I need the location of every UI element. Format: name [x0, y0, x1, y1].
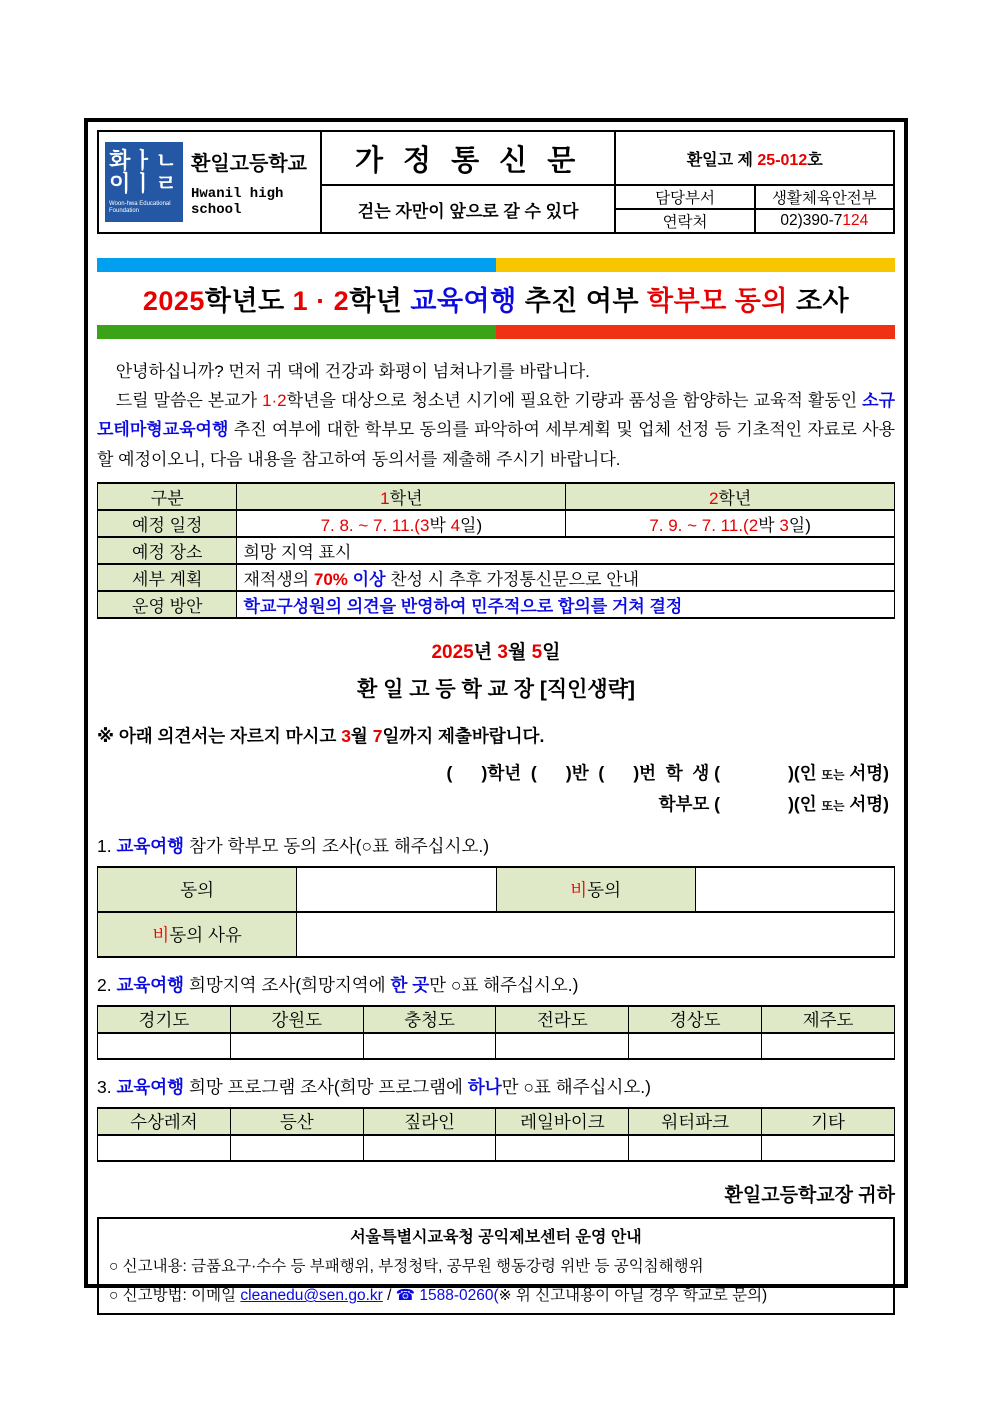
region-answer-cell: [98, 1033, 231, 1059]
operation-label: 운영 방안: [98, 591, 237, 618]
school-motto: 걷는 자만이 앞으로 갈 수 있다: [321, 185, 616, 233]
schedule-grade1: 7. 8. ~ 7. 11.(3박 4일): [237, 510, 566, 537]
trip-info-table: [97, 482, 895, 619]
info-col-header: 구분: [98, 483, 237, 510]
info-grade1-header: 1학년: [237, 483, 566, 510]
contact-value: 02)390-7124: [755, 209, 894, 233]
bar-segment-red: [496, 325, 895, 339]
logo-glyph-line1: 화ㅏㄴ: [109, 147, 179, 173]
program-answer-cell: [629, 1135, 762, 1161]
title-banner: [97, 258, 895, 339]
letterhead-table: [97, 130, 895, 234]
school-logo-icon: [105, 142, 183, 222]
section2-title: 2. 교육여행 희망지역 조사(희망지역에 한 곳만 ○표 해주십시오.): [97, 975, 579, 996]
email-link[interactable]: cleanedu@sen.go.kr: [240, 1287, 383, 1305]
region-table: [97, 1005, 895, 1060]
parent-signature-line: 학부모 ( )(인 또는 서명): [658, 793, 889, 814]
issue-date: 2025년 3월 5일: [431, 641, 561, 663]
region-jeolla: 전라도: [496, 1006, 629, 1033]
program-waterpark: 워터파크: [629, 1108, 762, 1135]
banner-bottom-bar: [97, 325, 895, 339]
signature-block: [97, 758, 895, 819]
program-answer-cell: [98, 1135, 231, 1161]
document-page: [84, 118, 908, 1305]
region-answer-cell: [762, 1033, 895, 1059]
addressee-line: 환일고등학교장 귀하: [724, 1185, 895, 1207]
place-value: 희망 지역 표시: [237, 537, 895, 564]
logo-glyph-line2: 이ㅣㄹ: [109, 170, 179, 196]
contact-label: 연락처: [615, 209, 754, 233]
disagree-reason-cell: [297, 912, 895, 957]
agree-label: 동의: [98, 867, 297, 912]
program-header-row: [98, 1108, 895, 1135]
banner-title: 2025학년도 1 · 2학년 교육여행 추진 여부 학부모 동의 조사: [142, 286, 850, 316]
program-zipline: 짚라인: [363, 1108, 496, 1135]
program-water-leisure: 수상레저: [98, 1108, 231, 1135]
banner-top-bar: [97, 258, 895, 272]
whistleblower-notice-box: [97, 1217, 895, 1315]
region-answer-cell: [363, 1033, 496, 1059]
school-name-english: Hwanil high school: [191, 185, 284, 218]
bar-segment-blue: [97, 258, 496, 272]
newsletter-title: 가 정 통 신 문: [321, 131, 616, 185]
program-answer-cell: [363, 1135, 496, 1161]
info-grade2-header: 2학년: [566, 483, 895, 510]
region-gyeonggi: 경기도: [98, 1006, 231, 1033]
operation-value: 학교구성원의 의견을 반영하여 민주적으로 합의를 거쳐 결정: [237, 591, 895, 618]
disagree-answer-cell: [695, 867, 894, 912]
notice-title: 서울특별시교육청 공익제보센터 운영 안내: [350, 1229, 642, 1247]
schedule-label: 예정 일정: [98, 510, 237, 537]
program-answer-cell: [762, 1135, 895, 1161]
region-chungcheong: 충청도: [363, 1006, 496, 1033]
logo-foundation-text: Woon-hwa Educational Foundation: [109, 200, 171, 215]
consent-table: [97, 866, 895, 958]
section3-title: 3. 교육여행 희망 프로그램 조사(희망 프로그램에 하나만 ○표 해주십시오.): [97, 1077, 651, 1098]
program-answer-cell: [230, 1135, 363, 1161]
region-gangwon: 강원도: [230, 1006, 363, 1033]
detail-value: 재적생의 70% 이상 찬성 시 추후 가정통신문으로 안내: [237, 564, 895, 591]
dept-value: 생활체육안전부: [755, 185, 894, 209]
section1-title: 1. 교육여행 참가 학부모 동의 조사(○표 해주십시오.): [97, 836, 490, 857]
letterhead-logo-cell: [98, 131, 321, 233]
place-label: 예정 장소: [98, 537, 237, 564]
schedule-grade2: 7. 9. ~ 7. 11.(2박 3일): [566, 510, 895, 537]
submission-note: ※ 아래 의견서는 자르지 마시고 3월 7일까지 제출바랍니다.: [97, 725, 545, 746]
dept-label: 담당부서: [615, 185, 754, 209]
region-header-row: [98, 1006, 895, 1033]
school-name-korean: 환일고등학교: [191, 152, 307, 175]
main-paragraph: 드릴 말씀은 본교가 1·2학년을 대상으로 청소년 시기에 필요한 기량과 품성을 함양하는 교육적 활동인 소규모테마형교육여행 추진 여부에 대한 학부모 동의를 파악하여 세부계획 및 업체 선정 등 기초적인 자료로 사용할 예정이오니, 다음 내용을 참고하여 동의서를 제출해 주시기 바랍니다.: [97, 391, 895, 469]
greeting-paragraphs: [97, 357, 895, 474]
notice-report-method: ○ 신고방법: 이메일 cleanedu@sen.go.kr / ☎ 1588-0260(※ 위 신고내용이 아닐 경우 학교로 문의): [109, 1287, 768, 1305]
program-etc: 기타: [762, 1108, 895, 1135]
greeting-line: 안녕하십니까? 먼저 귀 댁에 건강과 화평이 넘쳐나기를 바랍니다.: [115, 362, 590, 381]
program-table: [97, 1107, 895, 1162]
disagree-label: 비동의: [496, 867, 695, 912]
region-answer-row: [98, 1033, 895, 1059]
detail-label: 세부 계획: [98, 564, 237, 591]
student-signature-line: ( )학년 ( )반 ( )번 학 생 ( )(인 또는 서명): [446, 762, 889, 783]
region-answer-cell: [230, 1033, 363, 1059]
region-gyeongsang: 경상도: [629, 1006, 762, 1033]
program-hiking: 등산: [230, 1108, 363, 1135]
document-number: 환일고 제 25-012호: [615, 131, 894, 185]
program-answer-cell: [496, 1135, 629, 1161]
program-answer-row: [98, 1135, 895, 1161]
agree-answer-cell: [297, 867, 496, 912]
notice-report-content: ○ 신고내용: 금품요구·수수 등 부패행위, 부정청탁, 공무원 행동강령 위반 등 공익침해행위: [109, 1258, 704, 1276]
bar-segment-green: [97, 325, 496, 339]
region-answer-cell: [629, 1033, 762, 1059]
program-railbike: 레일바이크: [496, 1108, 629, 1135]
disagree-reason-label: 비동의 사유: [98, 912, 297, 957]
region-jeju: 제주도: [762, 1006, 895, 1033]
region-answer-cell: [496, 1033, 629, 1059]
principal-signature-line: 환 일 고 등 학 교 장 [직인생략]: [357, 677, 635, 701]
bar-segment-yellow: [496, 258, 895, 272]
